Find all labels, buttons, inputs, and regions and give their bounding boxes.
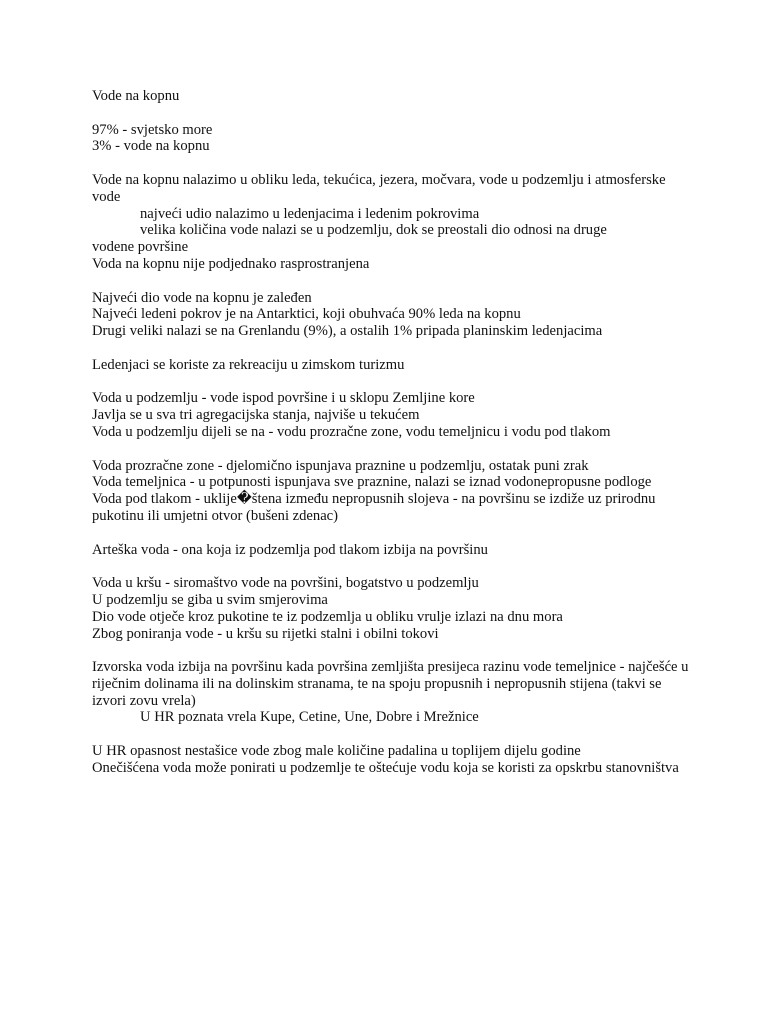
paragraph-spacer xyxy=(92,558,692,575)
text-line: Vode na kopnu xyxy=(92,88,180,104)
text-line: Dio vode otječe kroz pukotine te iz podzemlja u obliku vrulje izlazi na dnu mora xyxy=(92,608,563,625)
text-line: Ledenjaci se koriste za rekreaciju u zimskom turizmu xyxy=(92,356,405,373)
text-line: 97% - svjetsko more xyxy=(92,121,213,138)
text-line: Voda u kršu - siromaštvo vode na površini, bogatstvo u podzemlju xyxy=(92,575,479,592)
paragraph-spacer xyxy=(92,155,692,172)
paragraph-spacer xyxy=(92,525,692,542)
paragraph-spacer xyxy=(92,726,692,743)
text-line: Arteška voda - ona koja iz podzemlja pod tlakom izbija na površinu xyxy=(92,541,488,558)
text-line: Vode na kopnu nalazimo u obliku leda, tekućica, jezera, močvara, vode u podzemlju i atmosferske vode xyxy=(92,171,666,205)
paragraph xyxy=(92,542,692,559)
text-line: Zbog poniranja vode - u kršu su rijetki stalni i obilni tokovi xyxy=(92,625,439,642)
text-line: U podzemlju se giba u svim smjerovima xyxy=(92,591,328,608)
indented-text-line: U HR poznata vrela Kupe, Cetine, Une, Dobre i Mrežnice xyxy=(140,709,479,726)
paragraph xyxy=(92,290,692,340)
text-line: Voda u podzemlju - vode ispod površine i u sklopu Zemljine kore xyxy=(92,390,475,407)
indented-text-line: najveći udio nalazimo u ledenjacima i ledenim pokrovima xyxy=(140,205,480,222)
paragraph xyxy=(92,458,692,525)
paragraph xyxy=(92,659,692,726)
text-line: Najveći ledeni pokrov je na Antarktici, koji obuhvaća 90% leda na kopnu xyxy=(92,306,521,323)
paragraph-spacer xyxy=(92,642,692,659)
paragraph xyxy=(92,122,692,156)
text-line: Voda na kopnu nije podjednako rasprostranjena xyxy=(92,255,370,272)
paragraph xyxy=(92,390,692,440)
paragraph xyxy=(92,172,692,273)
document-body xyxy=(92,88,692,777)
text-line: Voda u podzemlju dijeli se na - vodu prozračne zone, vodu temeljnicu i vodu pod tlakom xyxy=(92,423,611,440)
paragraph-spacer xyxy=(92,374,692,391)
indented-text-line: velika količina vode nalazi se u podzemlju, dok se preostali dio odnosi na druge xyxy=(140,222,607,239)
text-line: Voda temeljnica - u potpunosti ispunjava sve praznine, nalazi se iznad vodonepropusne podloge xyxy=(92,474,652,491)
paragraph xyxy=(92,743,692,777)
text-line: Voda prozračne zone - djelomično ispunjava praznine u podzemlju, ostatak puni zrak xyxy=(92,457,589,474)
text-line: vodene površine xyxy=(92,239,189,256)
paragraph-spacer xyxy=(92,441,692,458)
text-line: Izvorska voda izbija na površinu kada površina zemljišta presijeca razinu vode temeljnice - najčešće u riječnim dolinama ili na dolinskim stranama, te na spoju propusnih i nepropusnih stijena (takvi se izvori zovu vrela) xyxy=(92,659,689,709)
text-line: U HR opasnost nestašice vode zbog male količine padalina u toplijem dijelu godine xyxy=(92,743,581,760)
text-line: 3% - vode na kopnu xyxy=(92,138,210,155)
paragraph xyxy=(92,357,692,374)
paragraph-spacer xyxy=(92,105,692,122)
paragraph xyxy=(92,575,692,642)
text-line: Javlja se u sva tri agregacijska stanja, najviše u tekućem xyxy=(92,407,420,424)
text-line: Drugi veliki nalazi se na Grenlandu (9%), a ostalih 1% pripada planinskim ledenjacima xyxy=(92,323,603,340)
paragraph xyxy=(92,88,692,105)
text-line: Najveći dio vode na kopnu je zaleđen xyxy=(92,289,312,306)
paragraph-spacer xyxy=(92,273,692,290)
paragraph-spacer xyxy=(92,340,692,357)
text-line: Voda pod tlakom - uklije�štena između nepropusnih slojeva - na površinu se izdiže uz prirodnu pukotinu ili umjetni otvor (bušeni zdenac) xyxy=(92,491,656,524)
text-line: Onečišćena voda može ponirati u podzemlje te oštećuje vodu koja se koristi za opskrbu stanovništva xyxy=(92,759,679,776)
